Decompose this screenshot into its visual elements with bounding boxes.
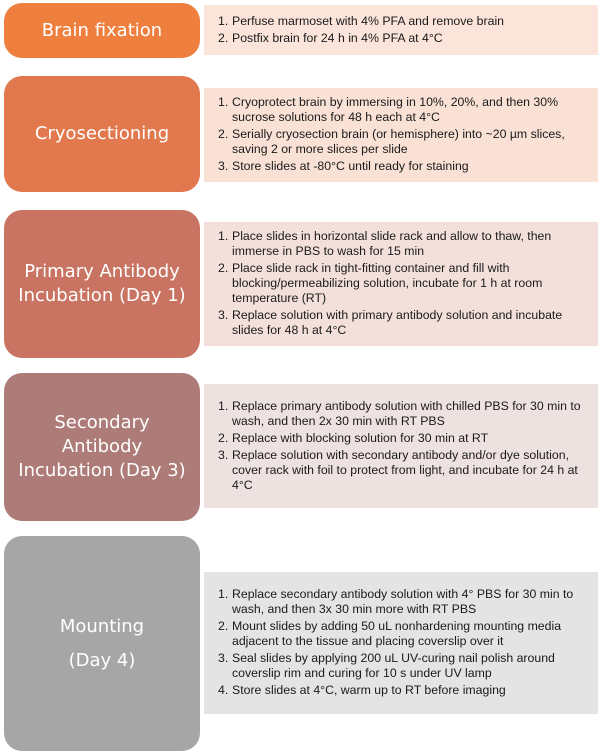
step-list (218, 586, 588, 700)
step-list (218, 94, 588, 176)
stage-label-cryosectioning (4, 76, 200, 192)
stage-panel-primary-antibody (204, 222, 598, 346)
step-item: 1. Replace secondary antibody solution with 4° PBS for 30 min to wash, and then 3x 30 min more with RT PBS (218, 587, 574, 616)
step-item: 1. Perfuse marmoset with 4% PFA and remove brain (218, 13, 505, 28)
step-item: 4. Store slides at 4°C, warm up to RT before imaging (218, 683, 506, 697)
stage-title: Secondary Antibody Incubation (Day 3) (18, 412, 186, 481)
step-item: 3. Seal slides by applying 200 uL UV-curing nail polish around coverslip rim and curing for 10 s under UV lamp (218, 651, 555, 680)
stage-title: Cryosectioning (34, 123, 170, 144)
step-item: 2. Mount slides by adding 50 uL nonhardening mounting media adjacent to the tissue and placing coverslip over it (218, 619, 562, 648)
step-item: 2. Serially cryosection brain (or hemisphere) into ~20 µm slices, saving 2 or more slices per slide (218, 127, 565, 156)
stage-panel-brain-fixation (204, 5, 598, 55)
step-item: 1. Cryoprotect brain by immersing in 10%, 20%, and then 30% sucrose solutions for 48 h each at 4°C (218, 95, 559, 124)
step-item: 2. Place slide rack in tight-fitting container and fill with blocking/permeabilizing solution, incubate for 1 h at room temperature (RT) (218, 261, 543, 305)
step-item: 3. Store slides at -80°C until ready for staining (218, 159, 469, 173)
stage-label-primary-antibody (4, 210, 200, 358)
step-list (218, 398, 588, 495)
step-item: 2. Postfix brain for 24 h in 4% PFA at 4°C (218, 30, 443, 45)
stage-title: Brain fixation (41, 19, 163, 41)
step-list (218, 13, 504, 48)
stage-label-mounting (4, 536, 200, 751)
step-item: 2. Replace with blocking solution for 30 min at RT (218, 430, 489, 445)
stage-panel-mounting (204, 572, 598, 714)
step-list (218, 228, 588, 340)
step-item: 3. Replace solution with primary antibody solution and incubate slides for 48 h at 4°C (218, 308, 563, 337)
stage-label-secondary-antibody (4, 373, 200, 521)
stage-title: Primary Antibody Incubation (Day 1) (18, 261, 186, 306)
stage-panel-secondary-antibody (204, 384, 598, 508)
stage-label-brain-fixation (4, 3, 200, 58)
step-item: 1. Place slides in horizontal slide rack and allow to thaw, then immerse in PBS to wash for 15 min (218, 229, 552, 258)
step-item: 3. Replace solution with secondary antibody and/or dye solution, cover rack with foil to protect from light, and incubate for 24 h at 4°C (218, 447, 578, 492)
step-item: 1. Replace primary antibody solution with chilled PBS for 30 min to wash, and then 2x 30 min with RT PBS (218, 398, 581, 428)
stage-panel-cryosectioning (204, 88, 598, 182)
stage-title: Mounting (Day 4) (59, 615, 145, 671)
